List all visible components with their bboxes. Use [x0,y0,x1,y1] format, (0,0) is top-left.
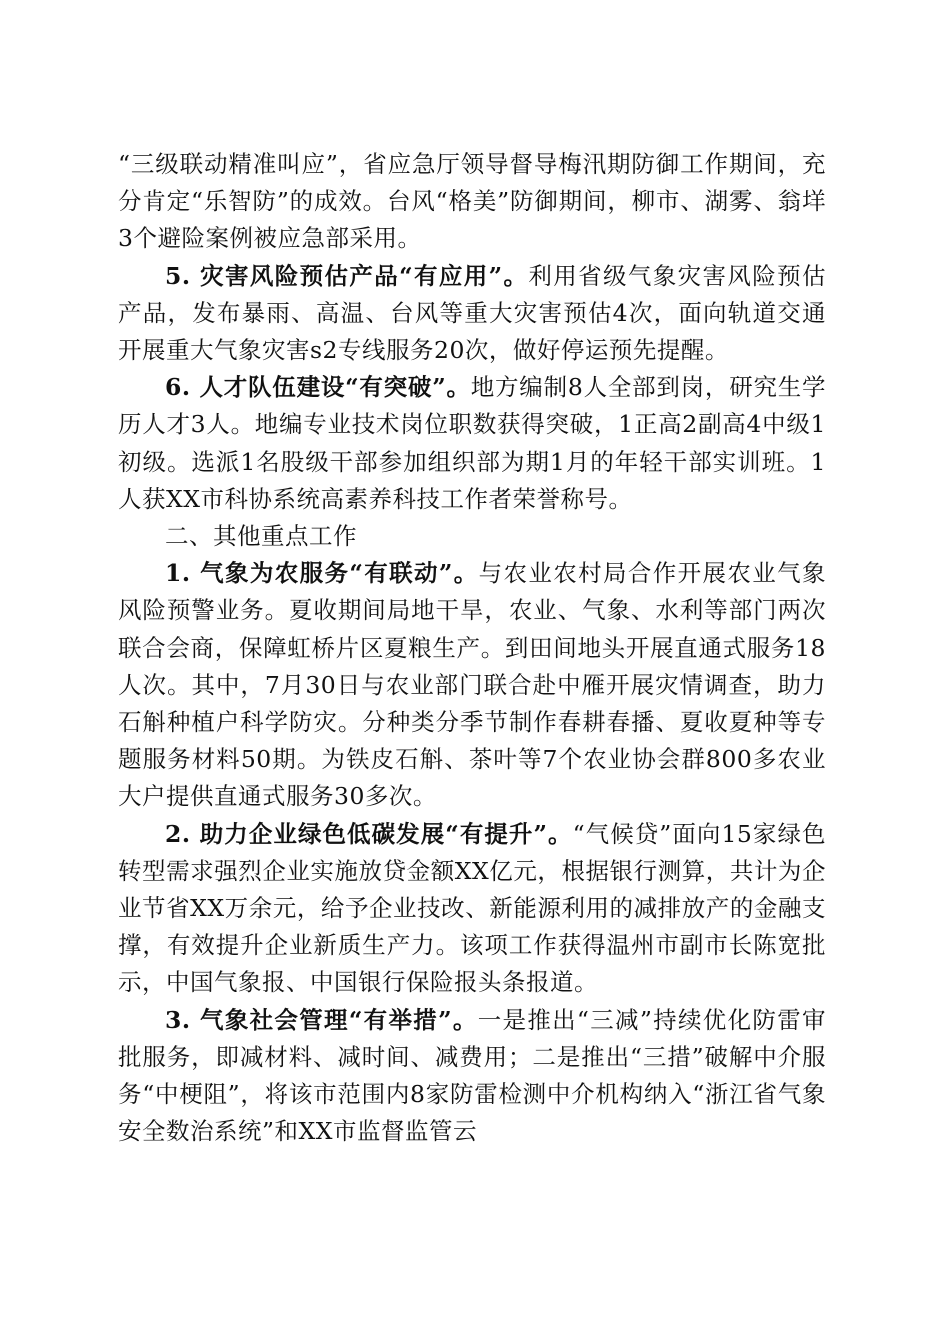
paragraph-heading: 2. 助力企业绿色低碳发展“有提升”。 [165,819,573,848]
paragraph-text: “三级联动精准叫应”，省应急厅领导督导梅汛期防御工作期间，充分肯定“乐智防”的成效。台风“格美”防御期间，柳市、湖雾、翁垟3个避险案例被应急部采用。 [118,150,826,253]
document-page [118,146,826,1150]
paragraph-text: 地方编制8人全部到岗，研究生学历人才3人。地编专业技术岗位职数获得突破，1正高2副高4中级1初级。选派1名股级干部参加组织部为期1月的年轻干部实训班。1人获XX市科协系统高素养科技工作者荣誉称号。 [118,373,827,513]
paragraph-heading: 5. 灾害风险预估产品“有应用”。 [165,261,529,290]
paragraph-text: “气候贷”面向15家绿色转型需求强烈企业实施放贷金额XX亿元，根据银行测算，共计为企业节省XX万余元，给予企业技改、新能源利用的减排放产的金融支撑，有效提升企业新质生产力。该项工作获得温州市副市长陈宽批示，中国气象报、中国银行保险报头条报道。 [118,819,826,997]
paragraph-agri-service [118,555,826,815]
paragraph-continuation [118,146,826,258]
paragraph-talent-team [118,369,826,518]
paragraph-text: 利用省级气象灾害风险预估产品，发布暴雨、高温、台风等重大灾害预估4次，面向轨道交通开展重大气象灾害s2专线服务20次，做好停运预先提醒。 [118,261,826,365]
section-title: 二、其他重点工作 [165,522,357,551]
paragraph-heading: 6. 人才队伍建设“有突破”。 [165,373,471,402]
paragraph-text: 一是推出“三减”持续优化防雷审批服务，即减材料、减时间、减费用；二是推出“三措”破解中介服务“中梗阻”，将该市范围内8家防雷检测中介机构纳入“浙江省气象安全数治系统”和XX市监督监管云 [118,1005,827,1146]
paragraph-risk-forecast [118,258,826,370]
paragraph-heading: 1. 气象为农服务“有联动”。 [165,559,479,588]
paragraph-green-finance [118,816,826,1002]
paragraph-social-management [118,1002,826,1151]
paragraph-heading: 3. 气象社会管理“有举措”。 [165,1005,478,1034]
paragraph-text: 与农业农村局合作开展农业气象风险预警业务。夏收期间局地干旱，农业、气象、水利等部门两次联合会商，保障虹桥片区夏粮生产。到田间地头开展直通式服务18人次。其中，7月30日与农业部门联合赴中雁开展灾情调查，助力石斛种植户科学防灾。分种类分季节制作春耕春播、夏收夏种等专题服务材料50期。为铁皮石斛、茶叶等7个农业协会群800多农业大户提供直通式服务30多次。 [118,559,826,811]
